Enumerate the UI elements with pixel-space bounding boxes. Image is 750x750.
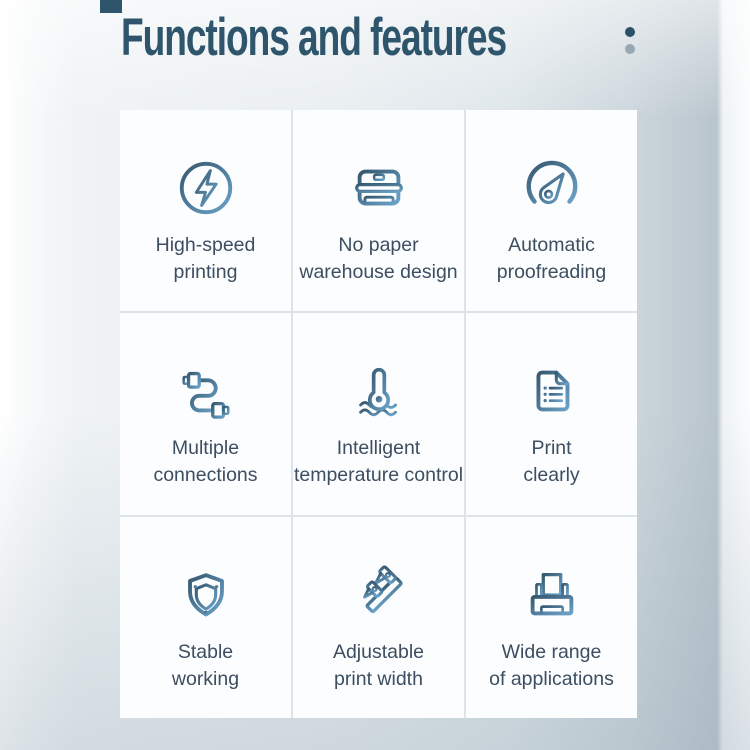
caption-line: High-speed: [155, 234, 256, 256]
feature-card-stable-working: [120, 517, 291, 718]
feature-card-high-speed-printing: [120, 110, 291, 311]
page-title: Functions and features: [121, 8, 507, 67]
gauge-icon: [521, 157, 583, 219]
caption-line: proofreading: [496, 261, 607, 283]
feature-caption: [333, 639, 424, 693]
shield-icon: [175, 564, 237, 626]
feature-caption: [294, 435, 463, 489]
caption-line: connections: [153, 464, 258, 487]
feature-caption: [299, 232, 457, 286]
features-grid: [120, 110, 637, 718]
caliper-icon: [348, 564, 410, 626]
caption-line: printing: [173, 261, 238, 283]
feature-card-multiple-connections: [120, 313, 291, 514]
caption-line: Automatic: [508, 234, 595, 256]
caption-line: Print: [531, 437, 572, 460]
caption-line: temperature control: [293, 464, 464, 487]
caption-line: of applications: [489, 667, 614, 690]
caption-line: working: [171, 667, 240, 690]
printer-front-icon: [348, 157, 410, 219]
caption-line: No paper: [338, 234, 419, 256]
thermometer-icon: [348, 360, 410, 422]
feature-card-automatic-proofreading: [466, 110, 637, 311]
colon-dot-top: [625, 27, 635, 37]
feature-caption: [172, 639, 239, 693]
feature-card-intelligent-temperature-control: [293, 313, 464, 514]
colon-dot-bottom: [625, 44, 635, 54]
feature-card-wide-range-of-applications: [466, 517, 637, 718]
feature-caption: [489, 639, 614, 693]
lightning-circle-icon: [175, 157, 237, 219]
feature-caption: [153, 435, 257, 489]
caption-line: Adjustable: [332, 640, 425, 663]
caption-line: Intelligent: [336, 437, 421, 460]
printer-paper-icon: [521, 564, 583, 626]
header-colon-decoration: [625, 27, 635, 55]
header-accent-flag: [100, 0, 122, 13]
cable-icon: [175, 360, 237, 422]
caption-line: Stable: [177, 640, 234, 663]
feature-card-no-paper-warehouse-design: [293, 110, 464, 311]
feature-card-adjustable-print-width: [293, 517, 464, 718]
feature-caption: [497, 232, 607, 286]
caption-line: clearly: [523, 464, 580, 487]
feature-caption: [523, 435, 579, 489]
caption-line: Multiple: [171, 437, 240, 460]
document-icon: [521, 360, 583, 422]
caption-line: print width: [334, 667, 423, 690]
caption-line: warehouse design: [299, 261, 458, 283]
feature-caption: [156, 232, 256, 286]
feature-card-print-clearly: [466, 313, 637, 514]
caption-line: Wide range: [501, 640, 602, 663]
